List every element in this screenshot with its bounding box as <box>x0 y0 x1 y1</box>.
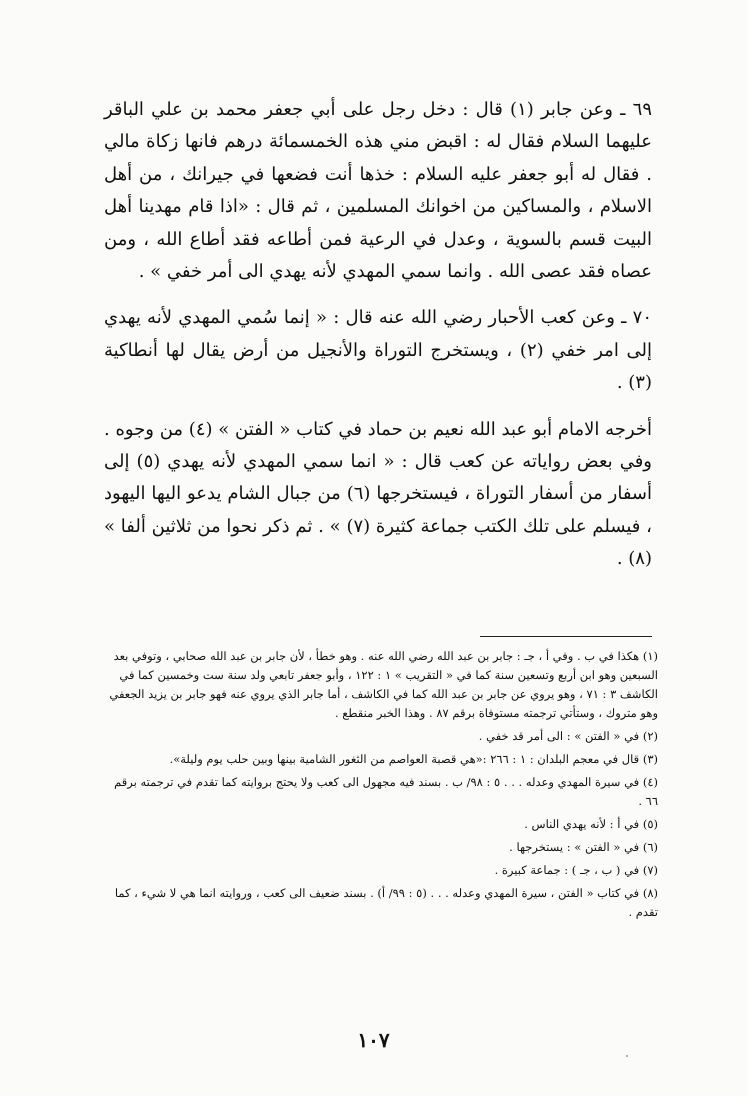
footnote-3 <box>104 750 658 769</box>
hadith-70-paragraph: ٧٠ ـ وعن كعب الأحبار رضي الله عنه قال : « إنما سُمي المهدي لأنه يهدي إلى امر خفي (٢) ، ويستخرج التوراة والأنجيل من أرض يقال لها أنطاكية (٣) . <box>104 307 652 394</box>
footnote-text: قال في معجم البلدان : ١ : ٢٦٦ :«هي قصبة العواصم من الثغور الشامية بينها وبين حلب يوم وليلة». <box>169 752 640 766</box>
footnote-number: (٢) <box>642 729 658 743</box>
footnote-7 <box>104 861 658 880</box>
footnote-2 <box>104 727 658 746</box>
footnote-number: (١) <box>642 649 658 663</box>
footnote-text: في ( ب ، جـ ) : جماعة كبيرة . <box>494 863 640 877</box>
footnote-text: في « الفتن » : الى أمر قد خفي . <box>478 729 640 743</box>
footnote-number: (٧) <box>642 863 658 877</box>
footnotes <box>104 647 658 926</box>
footnote-number: (٣) <box>642 752 658 766</box>
footnote-text: في « الفتن » : يستخرجها . <box>509 840 640 854</box>
footnote-number: (٦) <box>642 840 658 854</box>
footnote-text: في سيرة المهدي وعدله . . . ٥ : ٩٨/ ب . بسند فيه مجهول الى كعب ولا يحتج بروايته كما تقدم في ترجمته برقم ٦٦ . <box>114 775 658 808</box>
source-commentary-paragraph: أخرجه الامام أبو عبد الله نعيم بن حماد في كتاب « الفتن » (٤) من وجوه . وفي بعض رواياته عن كعب قال : « انما سمي المهدي لأنه يهدي (٥) إلى أسفار من أسفار التوراة ، فيستخرجها (٦) من جبال الشام يدعو اليها اليهود ، فيسلم على تلك الكتب جماعة كثيرة (٧) » . ثم ذكر نحوا من ثلاثين ألفا » (٨) . <box>104 418 653 570</box>
footnote-text: في أ : لأنه يهدي الناس . <box>524 817 640 831</box>
footnote-number: (٥) <box>642 817 658 831</box>
footnote-1 <box>104 647 658 723</box>
footnote-6 <box>104 838 658 857</box>
page-number: ١٠٧ <box>357 1028 390 1052</box>
footnote-text: هكذا في ب . وفي أ ، جـ : جابر بن عبد الله رضي الله عنه . وهو خطأ ، لأن جابر بن عبد الله صحابي ، وتوفي بعد السبعين وهو ابن أربع وتسعين سنة كما في « التقريب » ١ : ١٢٢ ، وأبو جعفر تابعي ولد سنة ست وخمسين كما في الكاشف ٣ : ٧١ ، وهو يروي عن جابر بن عبد الله كما في الكاشف ، أما جابر الذي يروي عنه فهو جابر بن يزيد الجعفي وهو متروك ، وستأتي ترجمته مستوفاة برقم ٨٧ . وهذا الخبر منقطع . <box>109 649 658 720</box>
footnote-number: (٨) <box>642 886 658 900</box>
paper-speck <box>626 1055 628 1057</box>
footnote-number: (٤) <box>642 775 658 789</box>
footnote-8 <box>104 884 658 922</box>
footnote-text: في كتاب « الفتن ، سيرة المهدي وعدله . . . (٥ : ٩٩/ أ) . بسند ضعيف الى كعب ، وروايته انما هي لا شيء ، كما تقدم . <box>114 886 658 919</box>
hadith-69-paragraph: ٦٩ ـ وعن جابر (١) قال : دخل رجل على أبي جعفر محمد بن علي الباقر عليهما السلام فقال له : اقبض مني هذه الخمسمائة درهم فانها زكاة مالي . فقال له أبو جعفر عليه السلام : خذها أنت فضعها في جيرانك ، من أهل الاسلام ، والمساكين من اخوانك المسلمين ، ثم قال : «اذا قام مهدينا أهل البيت قسم بالسوية ، وعدل في الرعية فمن أطاعه فقد أطاع الله ، ومن عصاه فقد عصى الله . وانما سمي المهدي لأنه يهدي الى أمر خفي » . <box>104 99 653 283</box>
main-text <box>104 94 652 590</box>
footnote-4 <box>104 773 658 811</box>
footnote-separator <box>480 636 652 637</box>
footnote-5 <box>104 815 658 834</box>
